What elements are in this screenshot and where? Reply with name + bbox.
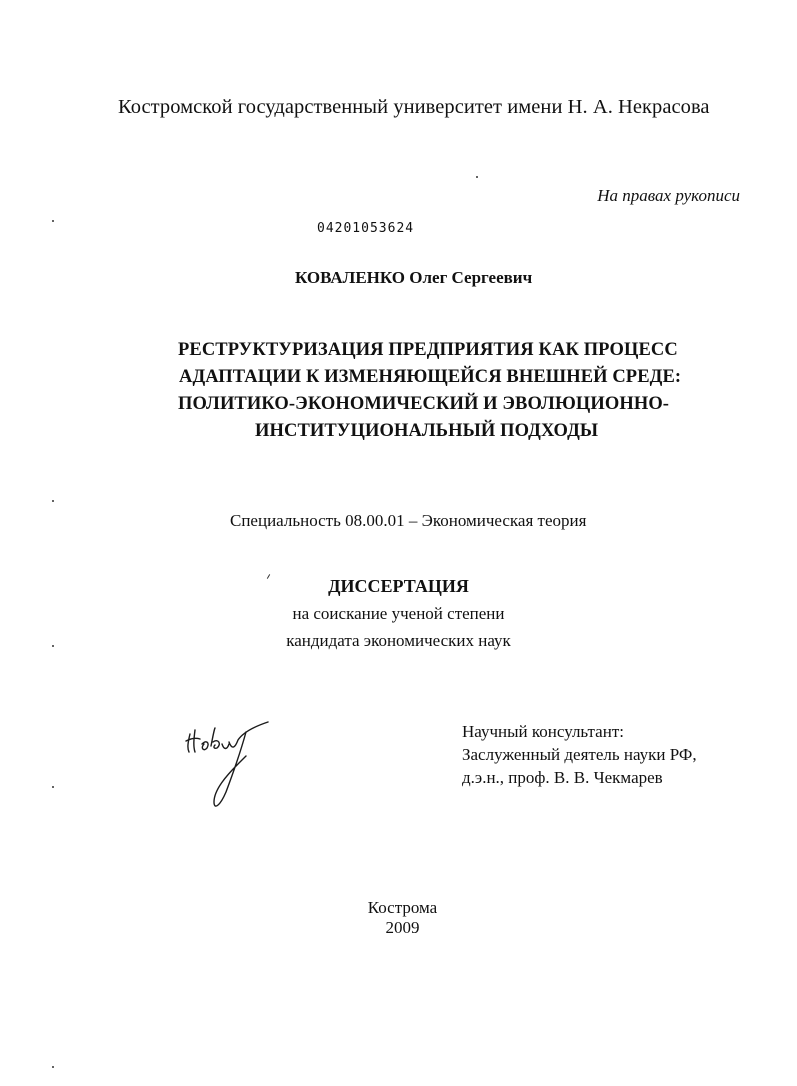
advisor-line: д.э.н., проф. В. В. Чекмарев [462, 768, 663, 787]
title-line: АДАПТАЦИИ К ИЗМЕНЯЮЩЕЙСЯ ВНЕШНЕЙ СРЕДЕ: [179, 367, 682, 387]
scan-speck [52, 645, 54, 647]
specialty: Специальность 08.00.01 – Экономическая теория [230, 511, 587, 530]
city: Кострома [367, 898, 438, 917]
title-line: ПОЛИТИКО-ЭКОНОМИЧЕСКИЙ И ЭВОЛЮЦИОННО- [178, 394, 670, 414]
title-line: РЕСТРУКТУРИЗАЦИЯ ПРЕДПРИЯТИЯ КАК ПРОЦЕСС [178, 340, 678, 360]
thesis-degree-line: на соискание ученой степени [292, 604, 505, 623]
scan-speck [52, 220, 54, 222]
university-name: Костромской государственный университет имени Н. А. Некрасова [118, 96, 710, 118]
advisor-line: Научный консультант: [462, 722, 624, 741]
author-name: КОВАЛЕНКО Олег Сергеевич [295, 268, 533, 287]
scan-speck [52, 786, 54, 788]
thesis-type: ДИССЕРТАЦИЯ [328, 576, 469, 596]
manuscript-note: На правах рукописи [597, 186, 740, 205]
thesis-degree-line: кандидата экономических наук [286, 631, 511, 650]
scan-speck [52, 500, 54, 502]
scan-speck [52, 1066, 54, 1068]
year: 2009 [385, 918, 420, 937]
title-line: ИНСТИТУЦИОНАЛЬНЫЙ ПОДХОДЫ [255, 421, 599, 441]
advisor-line: Заслуженный деятель науки РФ, [462, 745, 697, 764]
handwritten-signature-icon [180, 716, 280, 812]
scan-speck [476, 176, 478, 178]
catalog-number: 04201053624 [317, 221, 415, 236]
